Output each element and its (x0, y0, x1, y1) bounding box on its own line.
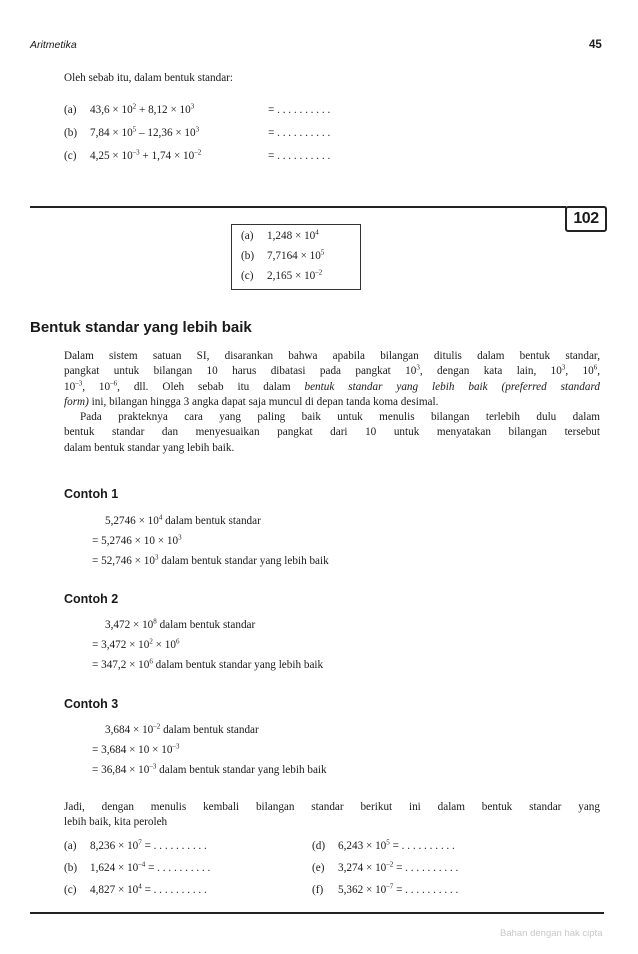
answer-c: (c) $2,165 \times 10^{-2}$ (241, 268, 323, 282)
example-1-title: Contoh 1 (64, 487, 119, 501)
copyright-watermark: Bahan dengan hak cipta (500, 928, 603, 939)
frame-divider (30, 206, 566, 208)
frame-number-badge: 102 (565, 206, 607, 232)
example-2-line-1: $3,472 \times 10^8$ dalam bentuk standar (105, 617, 256, 631)
exercise1-item-a: (a) $43,6 \times 10^2 + 8,12 \times 10^3$ (64, 102, 195, 116)
exercise2-item-f: (f) $5,362 \times 10^{-7}$ = . . . . . . . . . . (312, 882, 459, 896)
running-header-chapter: Aritmetika (30, 39, 77, 51)
exercise1-item-c: (c) $4,25 \times 10^{-3} + 1,74 \times 10^{-2}$ (64, 148, 202, 162)
example-3-line-2: = $3,684 \times 10 \times 10^{-3}$ (92, 742, 180, 756)
explanation-paragraph: Dalam sistem satuan SI, disarankan bahwa apabila bilangan ditulis dalam bentuk standar, pangkat untuk bilangan 10 harus dibatasi pada pangkat $10^3$, dengan kata lain, $10^3$, $10^6$, $10^{-3}$, $10^{-6}$, dll. Oleh sebab itu dalam bentuk standar yang lebih baik (preferred standard form) ini, bilangan hingga 3 angka dapat saja muncul di depan tanda koma desimal. Pada prakteknya cara yang paling baik untuk menulis bilangan terlebih dulu dalam bentuk standar dan menyesuaikan pangkat dari 10 untuk menyatakan bilangan tersebut dalam bentuk standar yang lebih baik. (64, 350, 601, 454)
section-title: Bentuk standar yang lebih baik (30, 319, 252, 336)
exercise1-blank-b: = . . . . . . . . . . (268, 127, 331, 139)
bottom-divider (30, 912, 604, 914)
example-1-line-1: $5,2746 \times 10^4$ dalam bentuk standar (105, 513, 261, 527)
answer-a: (a) $1,248 \times 10^4$ (241, 228, 319, 242)
example-2-line-2: = $3,472 \times 10^2 \times 10^6$ (92, 637, 180, 651)
example-2-title: Contoh 2 (64, 592, 119, 606)
exercise2-item-c: (c) $4,827 \times 10^4$ = . . . . . . . . . . (64, 882, 207, 896)
example-1-line-3: = $52,746 \times 10^3$ dalam bentuk standar yang lebih baik (92, 553, 329, 567)
answer-b: (b) $7,7164 \times 10^5$ (241, 248, 325, 262)
example-1-line-2: = $5,2746 \times 10 \times 10^3$ (92, 533, 182, 547)
example-3-line-3: = $36,84 \times 10^{-3}$ dalam bentuk standar yang lebih baik (92, 762, 327, 776)
intro-text: Oleh sebab itu, dalam bentuk standar: (64, 72, 234, 84)
closing-paragraph: Jadi, dengan menulis kembali bilangan standar berikut ini dalam bentuk standar yang lebih baik, kita peroleh (64, 801, 600, 829)
exercise2-item-e: (e) $3,274 \times 10^{-2}$ = . . . . . . . . . . (312, 860, 459, 874)
exercise2-item-d: (d) $6,243 \times 10^5$ = . . . . . . . . . . (312, 838, 455, 852)
example-2-line-3: = $347,2 \times 10^6$ dalam bentuk standar yang lebih baik (92, 657, 324, 671)
page-number: 45 (589, 39, 602, 51)
exercise1-blank-c: = . . . . . . . . . . (268, 150, 331, 162)
exercise2-item-b: (b) $1,624 \times 10^{-4}$ = . . . . . . . . . . (64, 860, 211, 874)
exercise1-item-b: (b) $7,84 \times 10^5 - 12,36 \times 10^3$ (64, 125, 200, 139)
exercise1-blank-a: = . . . . . . . . . . (268, 104, 331, 116)
example-3-title: Contoh 3 (64, 697, 119, 711)
example-3-line-1: $3,684 \times 10^{-2}$ dalam bentuk standar (105, 722, 259, 736)
exercise2-item-a: (a) $8,236 \times 10^7$ = . . . . . . . . . . (64, 838, 207, 852)
